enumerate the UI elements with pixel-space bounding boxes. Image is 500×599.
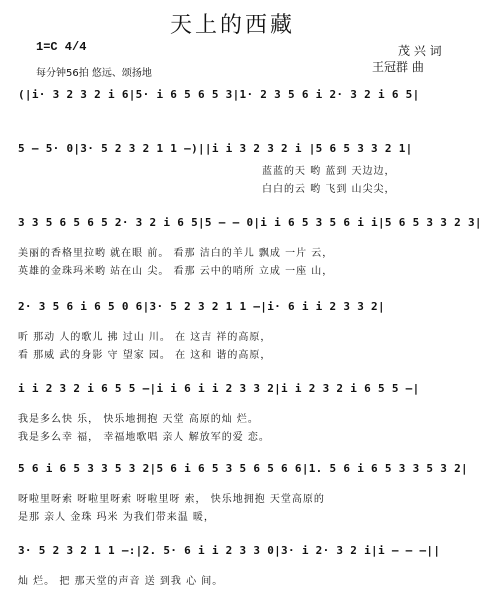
key-signature: 1=C 4/4: [36, 40, 87, 54]
score-row-4-notes: 2· 3 5 6 i 6 5 0 6|3· 5 2 3 2 1 1 —|i· 6 i i 2 3 3 2|: [18, 300, 385, 313]
score-row-5-lyric-verse-1: 我是多么快 乐， 快乐地拥抱 天堂 高原的灿 烂。: [18, 414, 259, 425]
score-row-3-lyric-verse-1: 美丽的香格里拉哟 就在眼 前。 看那 洁白的羊儿 飘成 一片 云，: [18, 248, 334, 259]
score-row-2-notes: 5 — 5· 0|3· 5 2 3 2 1 1 —)||i i 3 2 3 2 i |5 6 5 3 3 2 1|: [18, 142, 413, 155]
score-row-3-lyric-verse-2: 英雄的金珠玛米哟 站在山 尖。 看那 云中的哨所 立成 一座 山，: [18, 266, 334, 277]
score-row-6-lyric-verse-1: 呀啦里呀索 呀啦里呀索 呀啦里呀 索， 快乐地拥抱 天堂高原的: [18, 494, 325, 505]
score-row-6-lyric-verse-2: 是那 亲人 金珠 玛米 为我们带来温 暖，: [18, 512, 215, 523]
composer-credit: 王冠群 曲: [372, 60, 424, 74]
score-row-6-notes: 5 6 i 6 5 3 3 5 3 2|5 6 i 6 5 3 5 6 5 6 6|1. 5 6 i 6 5 3 3 5 3 2|: [18, 462, 468, 475]
score-row-5-lyric-verse-2: 我是多么幸 福， 幸福地歌唱 亲人 解放军的爱 恋。: [18, 432, 270, 443]
tempo-marking: 每分钟56拍 悠远、颂扬地: [36, 68, 152, 79]
song-title: 天上的西藏: [170, 13, 296, 38]
score-row-2-lyric-verse-2: 白白的云 哟 飞到 山尖尖，: [262, 184, 396, 195]
score-row-2-lyric-verse-1: 蓝蓝的天 哟 蓝到 天边边，: [262, 166, 396, 177]
score-row-7-lyric-verse-1: 灿 烂。 把 那天堂的声音 送 到我 心 间。: [18, 576, 224, 587]
score-row-4-lyric-verse-2: 看 那威 武的身影 守 望家 园。 在 这和 谐的高原，: [18, 350, 272, 361]
score-row-7-notes: 3· 5 2 3 2 1 1 —:|2. 5· 6 i i 2 3 3 0|3· i 2· 3 2 i|i — — —||: [18, 544, 441, 557]
score-row-5-notes: i i 2 3 2 i 6 5 5 —|i i 6 i i 2 3 3 2|i i 2 3 2 i 6 5 5 —|: [18, 382, 420, 395]
lyricist-credit: 茂 兴 词: [398, 44, 442, 58]
score-row-3-notes: 3 3 5 6 5 6 5 2· 3 2 i 6 5|5 — — 0|i i 6 5 3 5 6 i i|5 6 5 3 3 2 3|: [18, 216, 482, 229]
score-row-1-notes: (|i· 3 2 3 2 i 6|5· i 6 5 6 5 3|1· 2 3 5 6 i 2· 3 2 i 6 5|: [18, 88, 420, 101]
score-row-4-lyric-verse-1: 听 那动 人的歌儿 拂 过山 川。 在 这吉 祥的高原，: [18, 332, 272, 343]
